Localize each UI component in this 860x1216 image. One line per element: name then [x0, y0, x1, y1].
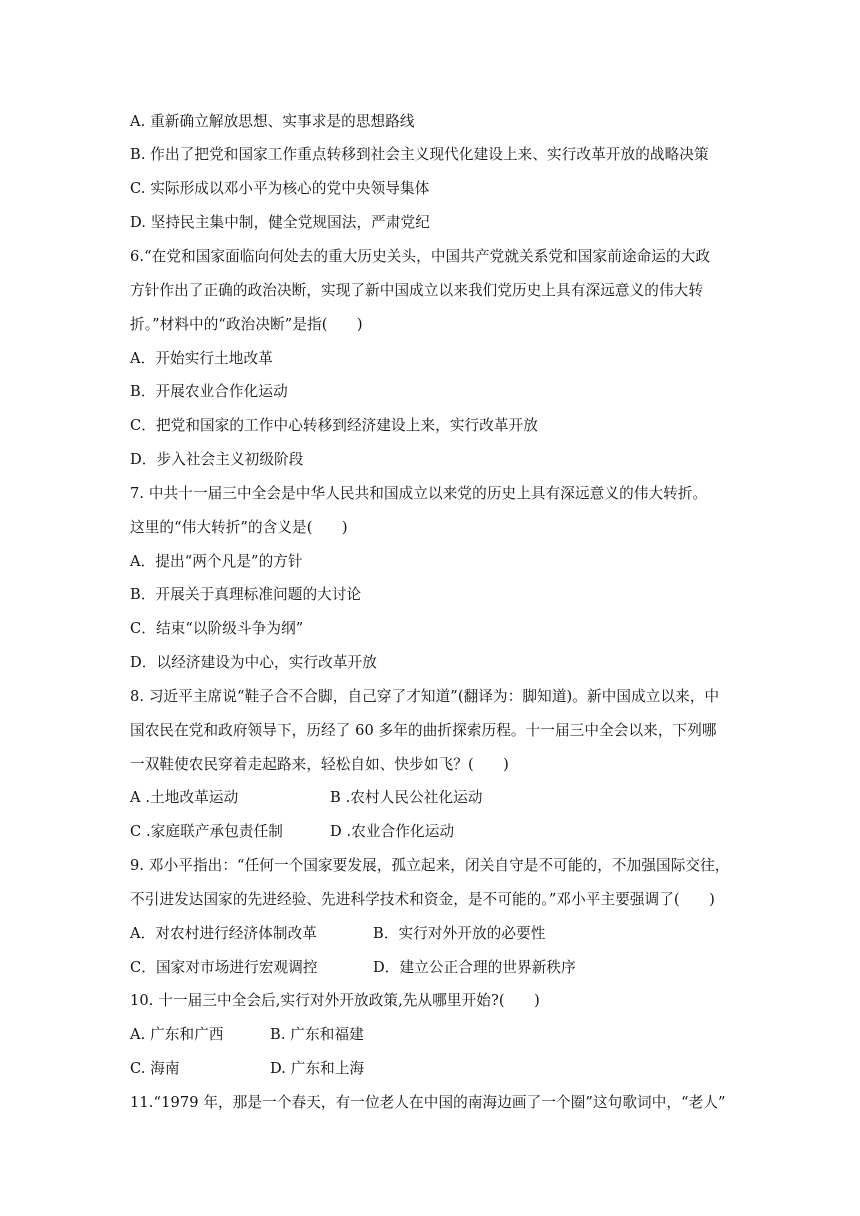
q7-stem-line-1: 7. 中共十一届三中全会是中华人民共和国成立以来党的历史上具有深远意义的伟大转折。	[130, 485, 708, 502]
q10-stem: 10. 十一届三中全会后,实行对外开放政策,先从哪里开始?( )	[130, 992, 540, 1009]
q6-stem-line-3: 折。”材料中的“政治决断”是指( )	[130, 316, 363, 333]
q8-options-row-2	[130, 822, 455, 842]
q8-stem-line-2: 国农民在党和政府领导下，历经了 60 多年的曲折探索历程。十一届三中全会以来，下列哪	[130, 722, 717, 739]
q7-option-b: B．开展关于真理标准问题的大讨论	[130, 586, 362, 603]
q8-stem-line-3: 一双鞋使农民穿着走起路来，轻松自如、快步如飞？( )	[130, 756, 509, 773]
q8-option-d: D .农业合作化运动	[330, 823, 455, 840]
q10-options-row-2	[130, 1059, 365, 1079]
q5-option-d: D. 坚持民主集中制，健全党规国法，严肃党纪	[130, 214, 430, 231]
q7-stem-line-2: 这里的“伟大转折”的含义是( )	[130, 519, 348, 536]
q9-option-d: D．建立公正合理的世界新秩序	[373, 959, 576, 976]
q6-option-b: B．开展农业合作化运动	[130, 383, 288, 400]
q8-option-c: C .家庭联产承包责任制	[130, 823, 283, 840]
q5-option-c: C. 实际形成以邓小平为核心的党中央领导集体	[130, 180, 430, 197]
q7-option-a: A．提出“两个凡是”的方针	[130, 553, 303, 570]
q6-option-d: D．步入社会主义初级阶段	[130, 451, 304, 468]
q9-option-c: C．国家对市场进行宏观调控	[130, 959, 318, 976]
q6-option-c: C．把党和国家的工作中心转移到经济建设上来，实行改革开放	[130, 417, 538, 434]
q8-option-b: B .农村人民公社化运动	[330, 789, 483, 806]
q9-option-a: A．对农村进行经济体制改革	[130, 925, 317, 942]
q11-stem-line-1: 11.“1979 年，那是一个春天，有一位老人在中国的南海边画了一个圈”这句歌词中，“老人”	[130, 1094, 726, 1111]
q5-option-a: A. 重新确立解放思想、实事求是的思想路线	[130, 113, 415, 130]
q9-stem-line-2: 不引进发达国家的先进经验、先进科学技术和资金，是不可能的。”邓小平主要强调了( )	[130, 891, 715, 908]
q7-option-c: C．结束“以阶级斗争为纲”	[130, 620, 304, 637]
q9-option-b: B．实行对外开放的必要性	[373, 925, 546, 942]
q10-option-d: D. 广东和上海	[270, 1060, 365, 1077]
q8-stem-line-1: 8. 习近平主席说“鞋子合不合脚，自己穿了才知道”(翻译为：脚知道)。新中国成立以来，中	[130, 688, 720, 705]
q6-option-a: A．开始实行土地改革	[130, 350, 273, 367]
q10-option-a: A. 广东和广西	[130, 1026, 224, 1043]
q9-options-row-2	[130, 958, 576, 978]
q9-stem-line-1: 9. 邓小平指出：“任何一个国家要发展，孤立起来，闭关自守是不可能的，不加强国际交往，	[130, 857, 730, 874]
q8-options-row-1	[130, 788, 483, 808]
q10-option-b: B. 广东和福建	[270, 1026, 364, 1043]
q10-options-row-1	[130, 1025, 364, 1045]
q6-stem-line-2: 方针作出了正确的政治决断，实现了新中国成立以来我们党历史上具有深远意义的伟大转	[130, 282, 704, 299]
q8-option-a: A .土地改革运动	[130, 789, 239, 806]
q9-options-row-1	[130, 924, 546, 944]
q5-option-b: B. 作出了把党和国家工作重点转移到社会主义现代化建设上来、实行改革开放的战略决策	[130, 146, 709, 163]
q7-option-d: D．以经济建设为中心，实行改革开放	[130, 654, 377, 671]
q6-stem-line-1: 6.“在党和国家面临向何处去的重大历史关头，中国共产党就关系党和国家前途命运的大政	[130, 248, 711, 265]
q10-option-c: C. 海南	[130, 1060, 180, 1077]
